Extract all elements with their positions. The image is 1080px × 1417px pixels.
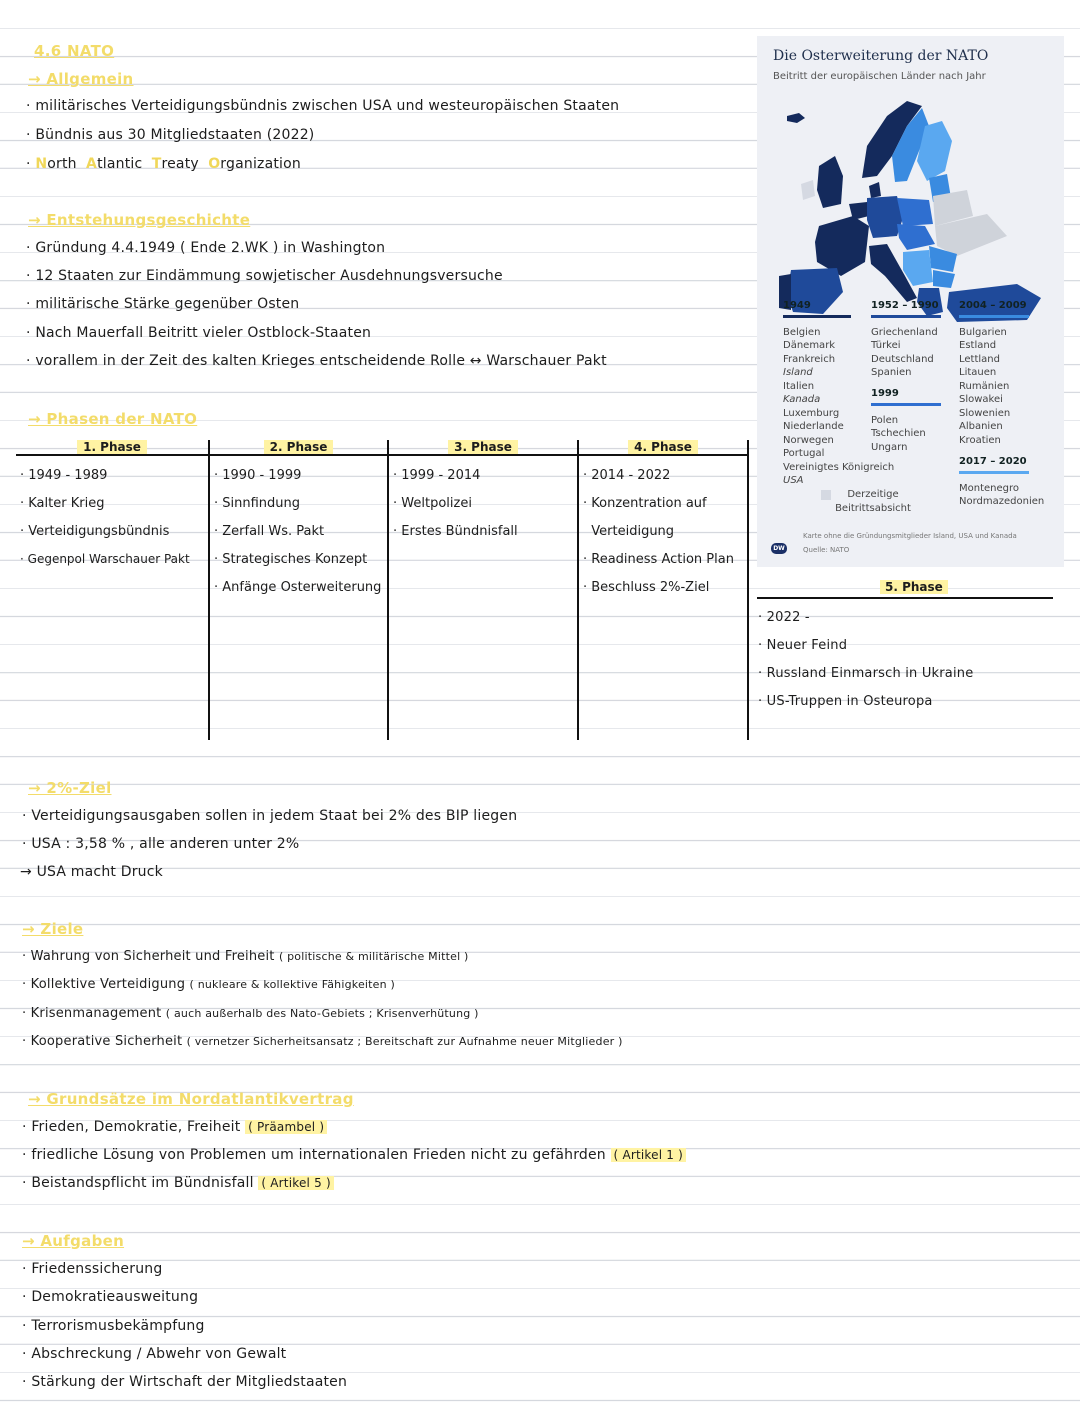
- aufgabe-item: · Stärkung der Wirtschaft der Mitgliedstaaten: [22, 1374, 348, 1390]
- aufgabe-item: · Terrorismusbekämpfung: [22, 1318, 205, 1334]
- grundsatz-item: · Frieden, Demokratie, Freiheit ( Präambel ): [22, 1119, 327, 1135]
- phase-item: · Zerfall Ws. Pakt: [214, 524, 325, 539]
- country-1949: Island: [783, 367, 813, 378]
- country-1952: Deutschland: [871, 354, 934, 365]
- ziele-item: · Kooperative Sicherheit ( vernetzer Sicherheitsansatz ; Bereitschaft zur Aufnahme neuer Mitglieder ): [22, 1034, 623, 1049]
- entstehung-item: · vorallem in der Zeit des kalten Krieges entscheidende Rolle ↔ Warschauer Pakt: [26, 353, 607, 369]
- country-1999: Ungarn: [871, 442, 908, 453]
- phase-column: [389, 440, 579, 740]
- country-1999: Tschechien: [871, 428, 926, 439]
- year-group-bar: [871, 315, 941, 318]
- map-title: Die Osterweiterung der NATO: [773, 48, 989, 64]
- phase-title: 3. Phase: [448, 440, 518, 454]
- acronym-letter: A: [86, 156, 98, 172]
- map-footnote: Karte ohne die Gründungsmitglieder Island, USA und Kanada: [803, 532, 1017, 540]
- phase5-item: · Russland Einmarsch in Ukraine: [758, 666, 974, 681]
- country-2004: Bulgarien: [959, 327, 1007, 338]
- phase-item: · Erstes Bündnisfall: [393, 524, 518, 539]
- phase-title: 4. Phase: [628, 440, 698, 454]
- year-group-bar: [959, 315, 1029, 318]
- phase-item: · 2014 - 2022: [583, 468, 671, 483]
- country-2004: Albanien: [959, 421, 1003, 432]
- heading-2-prozent: → 2%-Ziel: [28, 779, 112, 797]
- country-2004: Slowakei: [959, 394, 1003, 405]
- acronym-letter: O: [208, 156, 221, 172]
- country-1949: USA: [783, 475, 804, 486]
- year-group-bar: [783, 315, 851, 318]
- country-1952: Spanien: [871, 367, 912, 378]
- dw-logo: DW: [771, 543, 787, 554]
- country-2004: Litauen: [959, 367, 997, 378]
- country-1949: Kanada: [783, 394, 821, 405]
- acronym-letter: T: [151, 156, 162, 172]
- entstehung-item: · Gründung 4.4.1949 ( Ende 2.WK ) in Washington: [26, 240, 386, 256]
- phase-item: · 1999 - 2014: [393, 468, 481, 483]
- phase-item: · Gegenpol Warschauer Pakt: [20, 552, 190, 566]
- entstehung-item: · militärische Stärke gegenüber Osten: [26, 296, 300, 312]
- phase-title: 2. Phase: [264, 440, 334, 454]
- allgemein-item: · militärisches Verteidigungsbündnis zwischen USA und westeuropäischen Staaten: [26, 98, 620, 114]
- acronym-letter: N: [35, 156, 48, 172]
- map-source: Quelle: NATO: [803, 546, 850, 554]
- heading-ziele: → Ziele: [22, 920, 84, 938]
- heading-allgemein: → Allgemein: [28, 70, 134, 88]
- phase-item: Verteidigung: [591, 524, 675, 539]
- legend-label: Derzeitige Beitrittsabsicht: [835, 489, 911, 514]
- country-shape: [933, 270, 955, 288]
- country-shape: [867, 196, 903, 238]
- country-2004: Rumänien: [959, 381, 1010, 392]
- phase-column: [210, 440, 389, 740]
- phase-title: 1. Phase: [77, 440, 147, 454]
- country-1949: Norwegen: [783, 435, 834, 446]
- country-1952: Türkei: [871, 340, 901, 351]
- ziel-item: · Verteidigungsausgaben sollen in jedem Staat bei 2% des BIP liegen: [22, 808, 518, 824]
- aufgabe-item: · Abschreckung / Abwehr von Gewalt: [22, 1346, 287, 1362]
- year-group-heading: 2004 – 2009: [959, 300, 1027, 311]
- heading-entstehung: → Entstehungsgeschichte: [28, 211, 251, 229]
- phase-item: · Konzentration auf: [583, 496, 707, 511]
- nato-acronym: · North Atlantic Treaty Organization: [26, 156, 301, 172]
- country-1949: Luxemburg: [783, 408, 840, 419]
- country-shape: [787, 113, 805, 123]
- phase-column: [579, 440, 749, 740]
- phase-item: · Verteidigungsbündnis: [20, 524, 170, 539]
- ziel-item: · USA : 3,58 % , alle anderen unter 2%: [22, 836, 300, 852]
- entstehung-item: · Nach Mauerfall Beitritt vieler Ostblock-Staaten: [26, 325, 372, 341]
- heading-grundsaetze: → Grundsätze im Nordatlantikvertrag: [28, 1090, 354, 1108]
- ziele-item: · Krisenmanagement ( auch außerhalb des Nato-Gebiets ; Krisenverhütung ): [22, 1006, 479, 1021]
- grundsatz-item: · friedliche Lösung von Problemen um internationalen Frieden nicht zu gefährden ( Artikel 1 ): [22, 1147, 686, 1163]
- country-1949: Dänemark: [783, 340, 836, 351]
- country-2017: Montenegro: [959, 483, 1020, 494]
- phase-column: [16, 440, 210, 740]
- country-shape: [869, 182, 881, 198]
- country-1949: Portugal: [783, 448, 825, 459]
- nato-expansion-map-card: [757, 36, 1064, 567]
- year-group-heading: 1952 – 1990: [871, 300, 939, 311]
- entstehung-item: · 12 Staaten zur Eindämmung sowjetischer Ausdehnungsversuche: [26, 268, 503, 284]
- phase-item: · Readiness Action Plan: [583, 552, 734, 567]
- country-1949: Vereinigtes Königreich: [783, 462, 895, 473]
- country-1952: Griechenland: [871, 327, 938, 338]
- phase5-item: · Neuer Feind: [758, 638, 848, 653]
- phase-item: · Anfänge Osterweiterung: [214, 580, 382, 595]
- year-group-bar: [959, 471, 1029, 474]
- phases-table: [16, 440, 751, 740]
- ziel-conclusion: → USA macht Druck: [20, 864, 163, 880]
- heading-phasen: → Phasen der NATO: [28, 410, 198, 428]
- legend-swatch: [821, 490, 831, 500]
- section-title: 4.6 NATO: [34, 42, 115, 60]
- country-1949: Belgien: [783, 327, 821, 338]
- country-2017: Nordmazedonien: [959, 496, 1045, 507]
- phase5-item: · US-Truppen in Osteuropa: [758, 694, 933, 709]
- aufgabe-item: · Friedenssicherung: [22, 1261, 163, 1277]
- allgemein-item: · Bündnis aus 30 Mitgliedstaaten (2022): [26, 127, 315, 143]
- phase-item: · Weltpolizei: [393, 496, 472, 511]
- ziele-item: · Wahrung von Sicherheit und Freiheit ( politische & militärische Mittel ): [22, 949, 469, 964]
- phase-item: · 1949 - 1989: [20, 468, 108, 483]
- country-1999: Polen: [871, 415, 899, 426]
- phase5-title: 5. Phase: [880, 580, 948, 594]
- country-2004: Kroatien: [959, 435, 1001, 446]
- phase-item: · Strategisches Konzept: [214, 552, 368, 567]
- country-shape: [815, 216, 869, 276]
- phase-item: · 1990 - 1999: [214, 468, 302, 483]
- heading-aufgaben: → Aufgaben: [22, 1232, 125, 1250]
- country-2004: Estland: [959, 340, 997, 351]
- year-group-heading: 1999: [871, 388, 899, 399]
- year-group-heading: 1949: [783, 300, 811, 311]
- country-2004: Slowenien: [959, 408, 1011, 419]
- year-group-bar: [871, 403, 941, 406]
- phase-item: · Kalter Krieg: [20, 496, 105, 511]
- aufgabe-item: · Demokratieausweitung: [22, 1289, 199, 1305]
- phase-item: · Beschluss 2%-Ziel: [583, 580, 710, 595]
- year-group-heading: 2017 – 2020: [959, 456, 1027, 467]
- map-subtitle: Beitritt der europäischen Länder nach Jahr: [773, 71, 986, 82]
- country-1949: Italien: [783, 381, 815, 392]
- country-shape: [801, 180, 815, 200]
- grundsatz-item: · Beistandspflicht im Bündnisfall ( Artikel 5 ): [22, 1175, 334, 1191]
- ziele-item: · Kollektive Verteidigung ( nukleare & kollektive Fähigkeiten ): [22, 977, 396, 992]
- country-shape: [897, 198, 933, 226]
- country-2004: Lettland: [959, 354, 1000, 365]
- phase-item: · Sinnfindung: [214, 496, 301, 511]
- country-shape: [817, 156, 843, 208]
- country-1949: Niederlande: [783, 421, 844, 432]
- country-1949: Frankreich: [783, 354, 836, 365]
- phase5-item: · 2022 -: [758, 610, 810, 625]
